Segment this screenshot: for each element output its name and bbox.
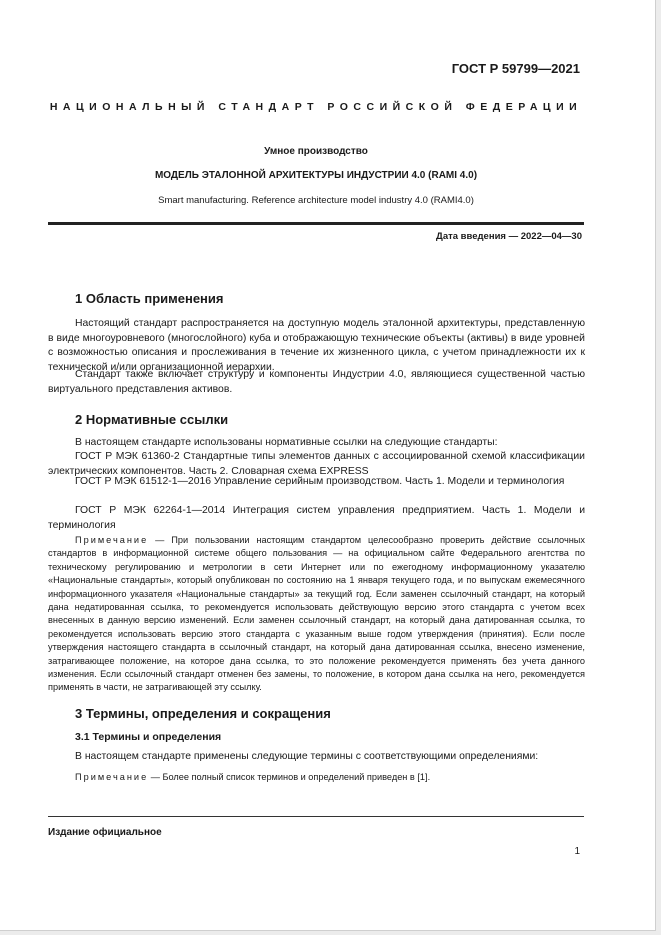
national-standard-title: НАЦИОНАЛЬНЫЙ СТАНДАРТ РОССИЙСКОЙ ФЕДЕРАЦИИ: [49, 101, 583, 113]
footer-divider: [48, 816, 584, 817]
reference-item-2: ГОСТ Р МЭК 61512-1—2016 Управление серийным производством. Часть 1. Модели и терминология: [75, 476, 565, 487]
standard-title-ru: МОДЕЛЬ ЭТАЛОННОЙ АРХИТЕКТУРЫ ИНДУСТРИИ 4.0 (RAMI 4.0): [154, 170, 478, 181]
section-1-heading: 1 Область применения: [75, 291, 224, 306]
section-2-intro: В настоящем стандарте использованы нормативные ссылки на следующие стандарты:: [75, 437, 498, 448]
official-edition-label: Издание официальное: [48, 827, 162, 838]
section-2-note: [48, 534, 585, 695]
section-2-heading: 2 Нормативные ссылки: [75, 412, 229, 427]
note-label: Примечание: [75, 535, 149, 545]
standard-title-en: Smart manufacturing. Reference architecture model industry 4.0 (RAMI4.0): [158, 195, 474, 206]
note-text: — Более полный список терминов и определений приведен в [1].: [148, 772, 431, 782]
introduction-date: Дата введения — 2022—04—30: [436, 231, 582, 242]
document-code: ГОСТ Р 59799—2021: [451, 61, 580, 76]
section-3-note: [48, 771, 585, 784]
reference-item-1: ГОСТ Р МЭК 61360-2 Стандартные типы элементов данных с ассоциированной схемой классификации электрических компонентов. Часть 2. Словарная схема EXPRESS: [48, 451, 585, 477]
section-3-heading: 3 Термины, определения и сокращения: [75, 706, 331, 721]
reference-item-3: ГОСТ Р МЭК 62264-1—2014 Интеграция систем управления предприятием. Часть 1. Модели и терминология: [48, 505, 585, 531]
page-number: 1: [574, 846, 580, 857]
topic-title: Умное производство: [264, 146, 368, 157]
section-3-1-heading: 3.1 Термины и определения: [75, 731, 222, 743]
note-text: — При пользовании настоящим стандартом целесообразно проверить действие ссылочных стандартов в информационной системе общего пользования — на официальном сайте Федерального агентства по техническому регулированию и метрологии в сети Интернет или по ежегодному информационному указателю «Национальные стандарты», который опубликован по состоянию на 1 января текущего года, и по выпускам ежемесячного информационного указателя «Национальные стандарты» за текущий год. Если заменен ссылочный стандарт, на который дана недатированная ссылка, то рекомендуется использовать действующую версию этого стандарта с учетом всех внесенных в данную версию изменений. Если заменен ссылочный стандарт, на который дана датированная ссылка, то рекомендуется использовать версию этого стандарта с указанным выше годом утверждения (принятия). Если после утверждения настоящего стандарта в ссылочный стандарт, на который дана датированная ссылка, внесено изменение, затрагивающее положение, на которое дана ссылка, то это положение рекомендуется применять без учета данного изменения. Если ссылочный стандарт отменен без замены, то положение, в котором дана ссылка на него, рекомендуется применять в части, не затрагивающей эту ссылку.: [48, 535, 585, 693]
title-divider: [48, 222, 584, 225]
note-label: Примечание: [75, 772, 149, 782]
section-1-paragraph-2: Стандарт также включает структуру и компоненты Индустрии 4.0, являющиеся существенной частью виртуального представления активов.: [48, 369, 585, 395]
section-1-paragraph-1: Настоящий стандарт распространяется на доступную модель эталонной архитектуры, представленную в виде многоуровневого (многослойного) куба и отображающую технические объекты (активы) в виде уровней с возможностью описания и прослеживания в течение их жизненного цикла, с учетом принадлежности их к технической и/или организационной иерархии.: [48, 318, 585, 373]
section-3-intro: В настоящем стандарте применены следующие термины с соответствующими определениями:: [75, 751, 539, 762]
